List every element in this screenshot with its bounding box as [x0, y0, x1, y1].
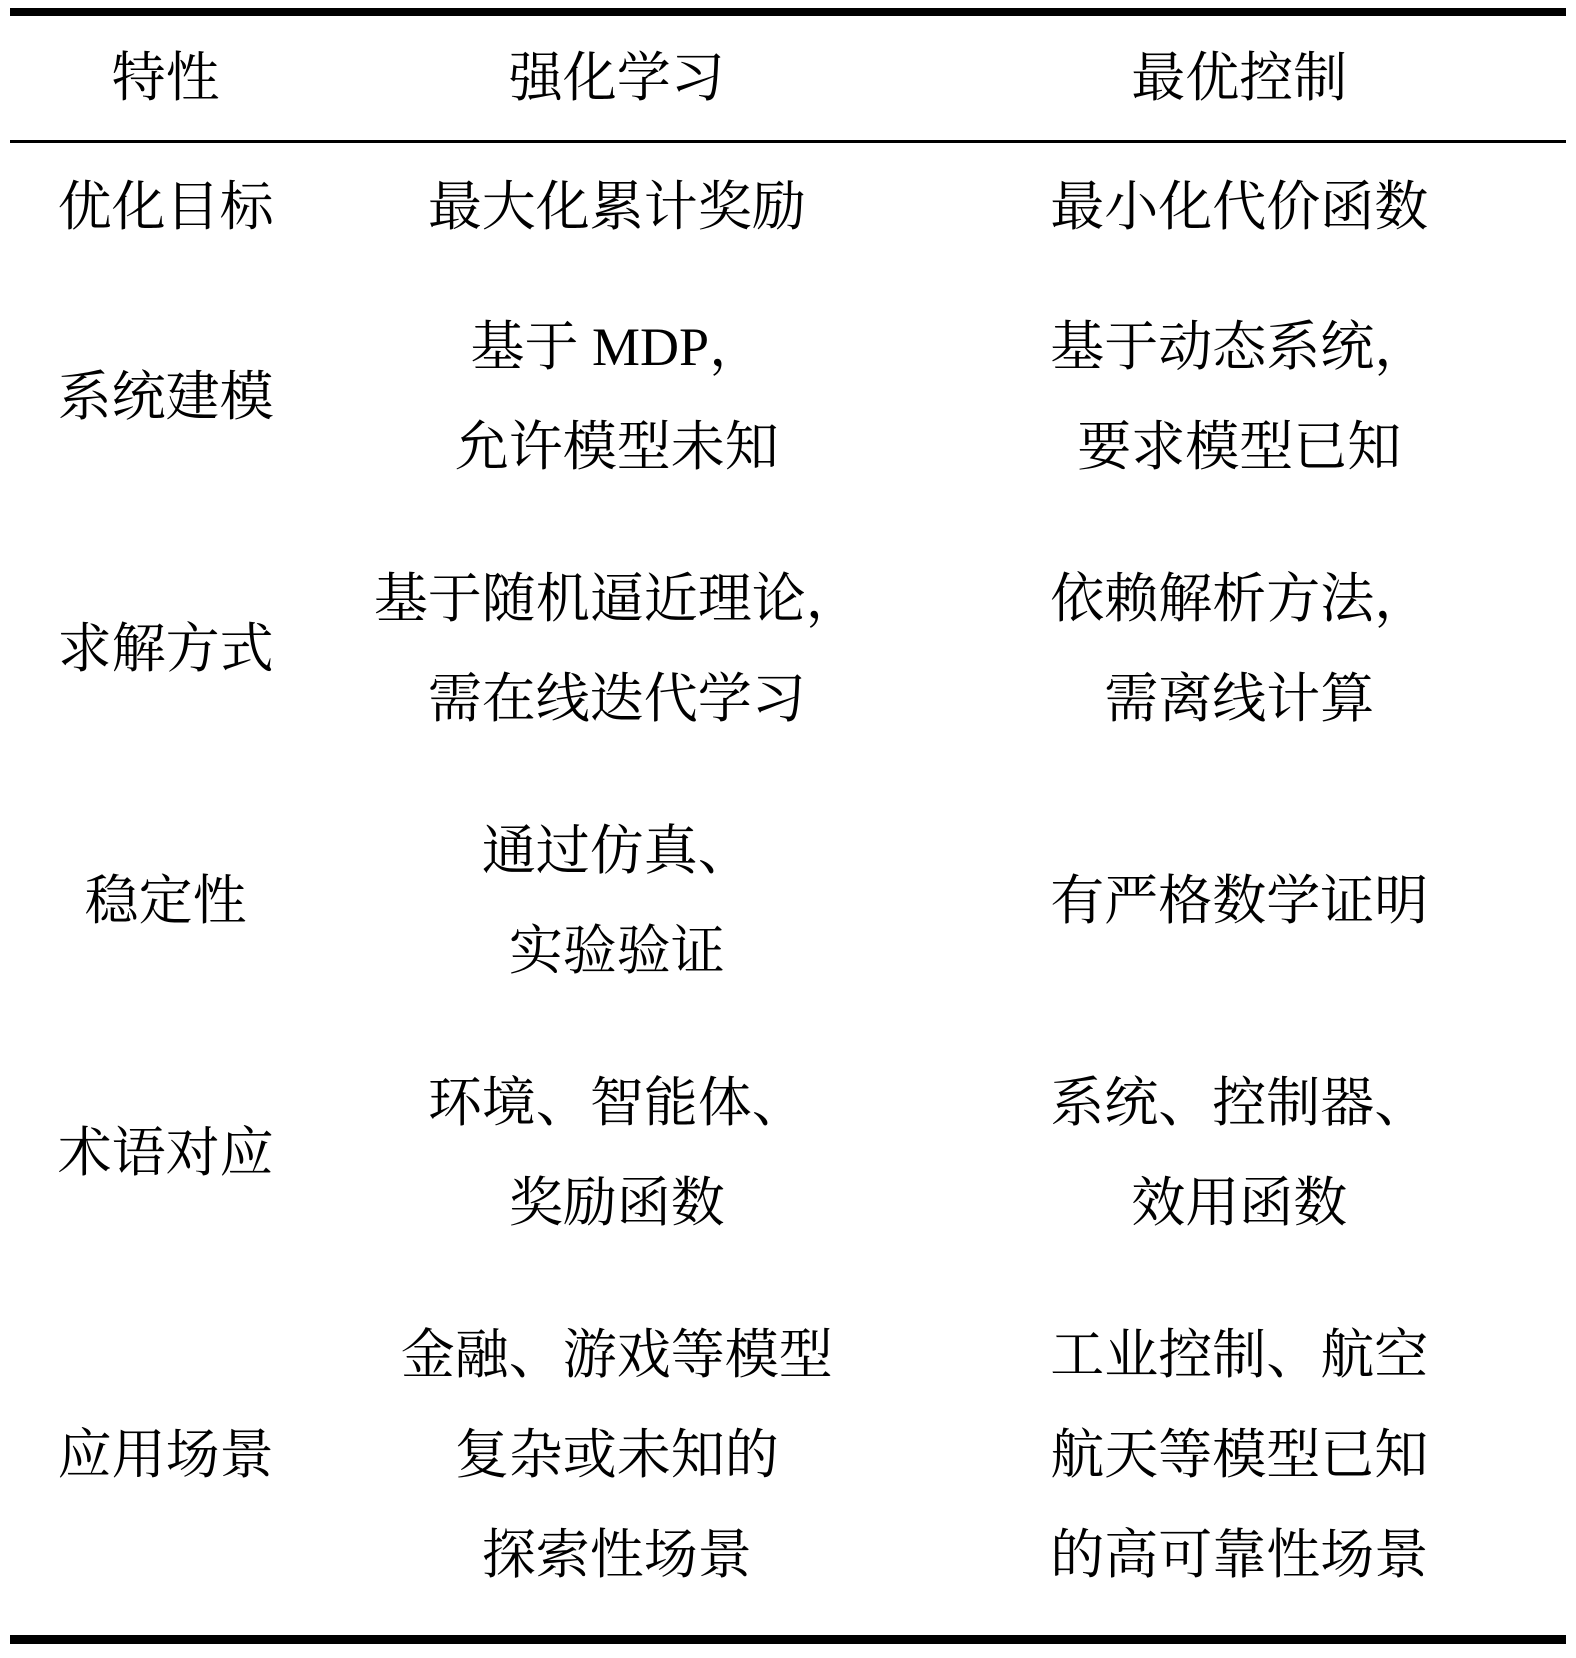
cell-line: 金融、游戏等模型	[400, 1325, 833, 1385]
feature-cell	[10, 271, 321, 523]
cell-line: 探索性场景	[481, 1525, 752, 1585]
cell-line: 通过仿真、	[481, 821, 752, 881]
cell-line: 航天等模型已知	[1050, 1425, 1429, 1485]
cell-line: 的高可靠性场景	[1050, 1525, 1429, 1585]
cell-line: 奖励函数	[508, 1173, 725, 1233]
oc-cell	[912, 775, 1566, 1027]
table-row-terminology	[10, 1027, 1566, 1279]
rl-cell	[321, 271, 912, 523]
rl-cell	[321, 1279, 912, 1640]
rl-cell	[321, 775, 912, 1027]
cell-line: 系统建模	[57, 367, 274, 427]
cell-line: 术语对应	[57, 1123, 274, 1183]
feature-cell	[10, 1279, 321, 1640]
cell-line: 基于随机逼近理论，	[373, 569, 860, 629]
cell-line: 基于 MDP，	[470, 317, 764, 377]
oc-cell	[912, 1027, 1566, 1279]
cell-line: 优化目标	[57, 177, 274, 237]
cell-line: 应用场景	[57, 1425, 274, 1485]
cell-line: 求解方式	[57, 619, 274, 679]
cell-line: 复杂或未知的	[454, 1425, 779, 1485]
cell-line: 最大化累计奖励	[427, 177, 806, 237]
cell-line: 需离线计算	[1104, 669, 1375, 729]
feature-cell	[10, 142, 321, 272]
cell-line: 需在线迭代学习	[427, 669, 806, 729]
table-body	[10, 142, 1566, 1640]
table-row-system-modeling	[10, 271, 1566, 523]
feature-cell	[10, 523, 321, 775]
cell-line: 系统、控制器、	[1050, 1073, 1429, 1133]
table-row-optimization-goal	[10, 142, 1566, 272]
rl-cell	[321, 523, 912, 775]
rl-cell	[321, 1027, 912, 1279]
oc-cell	[912, 523, 1566, 775]
rl-cell	[321, 142, 912, 272]
table-row-stability	[10, 775, 1566, 1027]
feature-cell	[10, 775, 321, 1027]
cell-line: 环境、智能体、	[427, 1073, 806, 1133]
header-cell-feature: 特性	[111, 48, 220, 108]
cell-line: 效用函数	[1131, 1173, 1348, 1233]
cell-line: 有严格数学证明	[1050, 871, 1429, 931]
header-cell-reinforcement-learning: 强化学习	[508, 48, 725, 108]
cell-line: 最小化代价函数	[1050, 177, 1429, 237]
cell-line: 要求模型已知	[1077, 417, 1402, 477]
cell-line: 允许模型未知	[454, 417, 779, 477]
cell-line: 基于动态系统，	[1050, 317, 1429, 377]
cell-line: 工业控制、航空	[1050, 1325, 1429, 1385]
oc-cell	[912, 142, 1566, 272]
cell-line: 实验验证	[508, 921, 725, 981]
table-row-application-scenarios	[10, 1279, 1566, 1640]
cell-line: 依赖解析方法，	[1050, 569, 1429, 629]
table-row-solution-method	[10, 523, 1566, 775]
rl-vs-optimal-control-table	[10, 8, 1566, 1644]
feature-cell	[10, 1027, 321, 1279]
cell-line: 稳定性	[84, 871, 247, 931]
table-header	[10, 12, 1566, 142]
oc-cell	[912, 1279, 1566, 1640]
header-cell-optimal-control: 最优控制	[1131, 48, 1348, 108]
header-row	[10, 12, 1566, 142]
oc-cell	[912, 271, 1566, 523]
